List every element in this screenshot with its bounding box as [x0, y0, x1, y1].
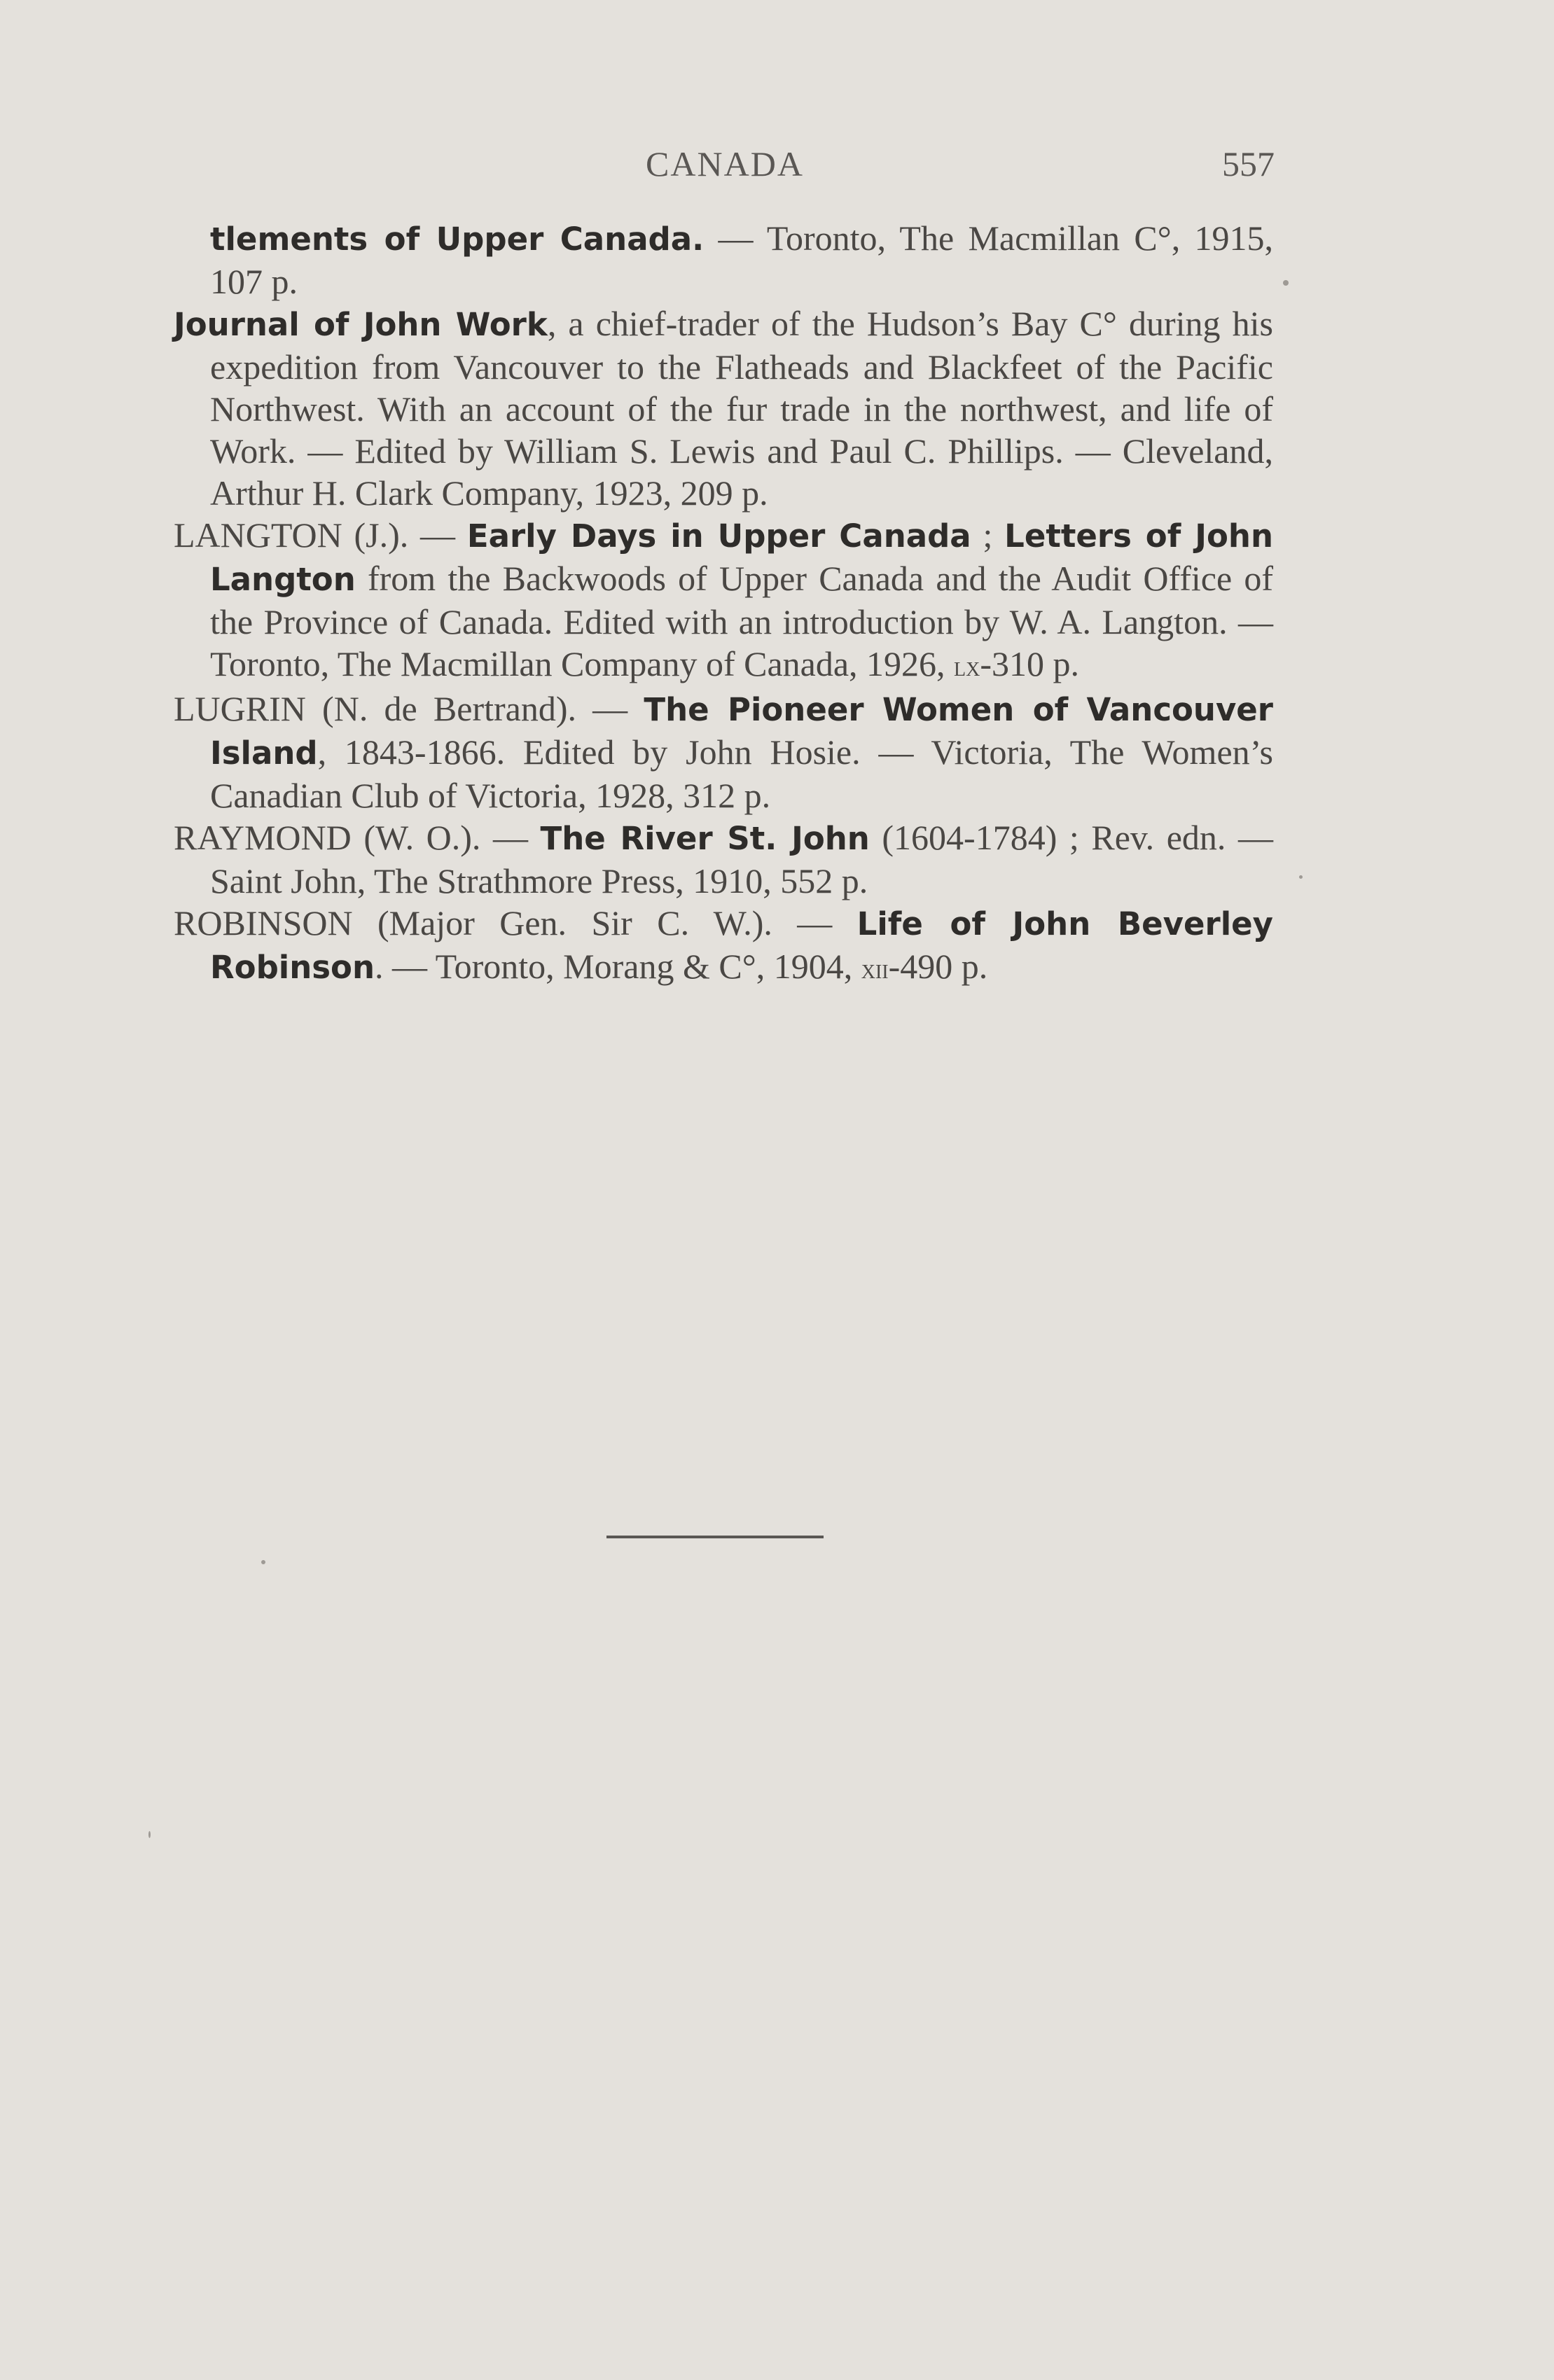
entry-text: (1604-1784) ; Rev. edn. — Saint John, The Strathmore Press, 1910, 552 p. — [210, 818, 1273, 900]
entry-title: Life of John Beverley Robinson — [210, 905, 1273, 986]
entry-title: Letters of John Langton — [210, 517, 1273, 598]
entry-author: LANGTON (J.). — — [174, 515, 467, 555]
entry-author: ROBINSON (Major Gen. Sir C. W.). — — [174, 903, 857, 942]
paper-speck — [261, 1560, 265, 1564]
entry-title: Early Days in Upper Canada — [466, 517, 971, 555]
bibliography-entry — [174, 902, 1273, 990]
entry-text: ; — [971, 515, 1005, 555]
entry-text: — Toronto, The Macmillan C°, 1915, 107 p. — [210, 218, 1273, 301]
entry-title: The Pioneer Women of Vancouver Island — [210, 691, 1273, 772]
bibliography-entry — [174, 514, 1273, 688]
page-number: 557 — [1222, 144, 1275, 183]
entry-title: Journal of John Work — [174, 306, 548, 343]
end-rule — [606, 1536, 824, 1538]
paper-speck — [1283, 280, 1289, 286]
bibliography-entry — [174, 816, 1273, 902]
bibliography-entry — [174, 217, 1273, 302]
entry-text: . — Toronto, Morang & C°, 1904, — [374, 947, 861, 986]
running-title: CANADA — [646, 144, 804, 183]
bibliography-list — [174, 217, 1273, 990]
entry-roman-numeral: xii — [861, 953, 889, 984]
entry-title: The River St. John — [540, 820, 870, 857]
entry-author: RAYMOND (W. O.). — — [174, 818, 541, 857]
entry-title: tlements of Upper Canada. — [210, 221, 705, 258]
bibliography-entry — [174, 302, 1273, 514]
paper-speck — [148, 1831, 151, 1838]
entry-text: -490 p. — [888, 947, 988, 986]
bibliography-entry — [174, 688, 1273, 816]
entry-roman-numeral: lx — [954, 650, 980, 682]
paper-speck — [1299, 875, 1303, 879]
entry-text: -310 p. — [980, 644, 1080, 683]
entry-author: LUGRIN (N. de Bertrand). — — [174, 689, 644, 728]
entry-text: from the Backwoods of Upper Canada and the Audit Office of the Province of Canada. Edited with an introduction by W. A. Langton. — Toronto, The Macmillan Company of Canada, 1926, — [210, 559, 1273, 683]
entry-text: , 1843-1866. Edited by John Hosie. — Victoria, The Women’s Canadian Club of Victoria, 1928, 312 p. — [210, 732, 1273, 815]
running-head — [175, 144, 1275, 193]
entry-text: , a chief-trader of the Hudson’s Bay C° during his expedition from Vancouver to the Flatheads and Blackfeet of the Pacific Northwest. With an account of the fur trade in the northwest, and life of Work. — Edited by William S. Lewis and Paul C. Phillips. — Cleveland, Arthur H. Clark Company, 1923, 209 p. — [210, 304, 1273, 513]
